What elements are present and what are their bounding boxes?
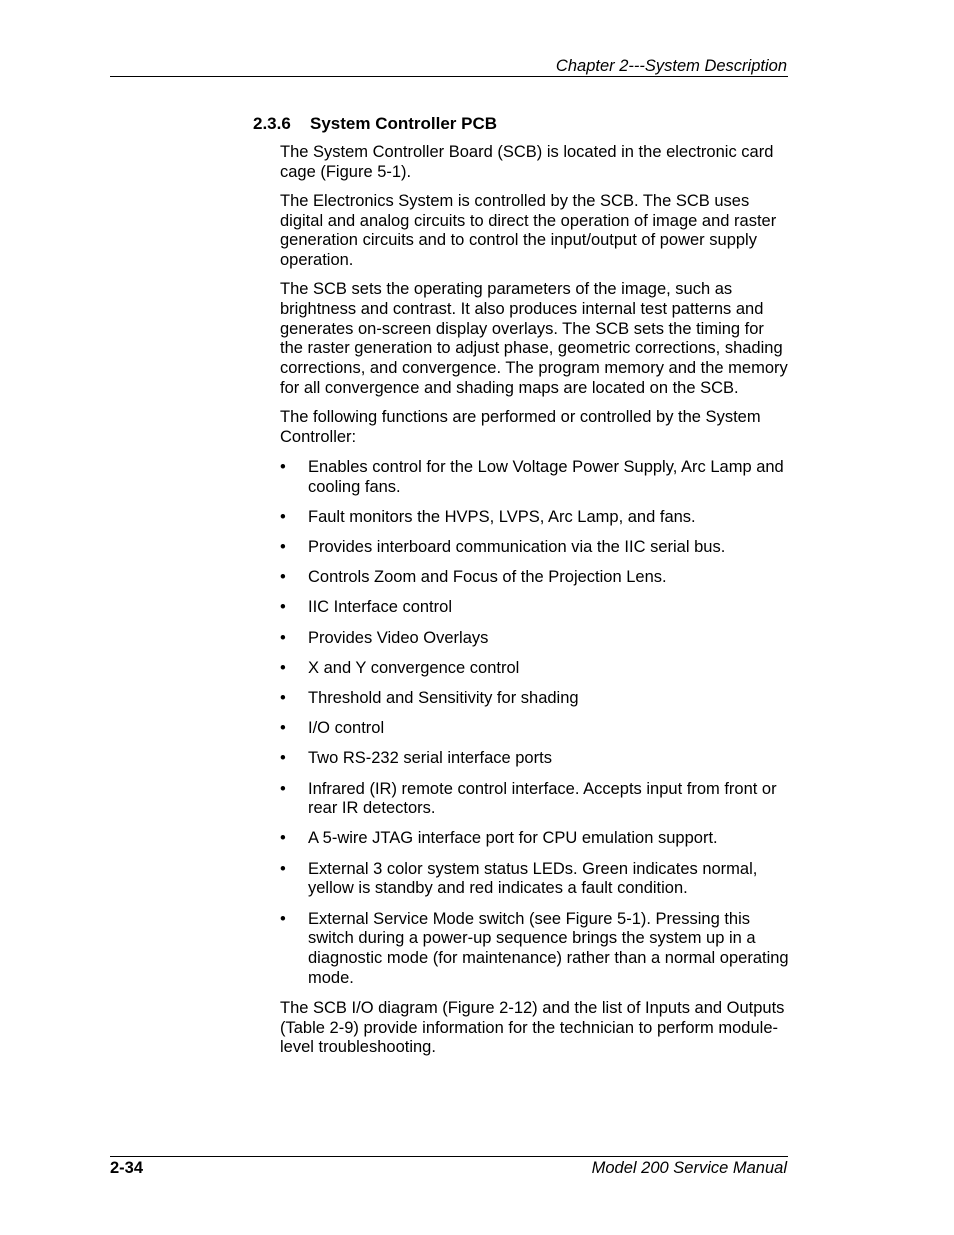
list-item-text: External Service Mode switch (see Figure 5-1). Pressing this switch during a power-up sequence brings the system up in a diagnostic mode (for maintenance) rather than a normal operating mode.: [308, 909, 789, 987]
manual-title: Model 200 Service Manual: [591, 1159, 787, 1177]
bullet-icon: •: [280, 658, 286, 677]
running-header: Chapter 2---System Description: [555, 57, 787, 75]
bullet-icon: •: [280, 507, 286, 526]
paragraph: The System Controller Board (SCB) is located in the electronic card cage (Figure 5-1).: [280, 143, 774, 181]
list-item-text: Two RS-232 serial interface ports: [308, 749, 552, 768]
list-item: [280, 508, 790, 528]
header-rule: [110, 76, 788, 77]
list-item: [280, 829, 790, 849]
list-item-text: Fault monitors the HVPS, LVPS, Arc Lamp, and fans.: [308, 507, 696, 526]
list-item: [280, 458, 790, 497]
list-item: [280, 538, 790, 558]
list-item: [280, 719, 790, 739]
bullet-icon: •: [280, 568, 286, 587]
list-item: [280, 749, 790, 769]
list-item-text: X and Y convergence control: [308, 658, 520, 677]
list-item-text: Provides Video Overlays: [308, 628, 489, 647]
list-item-text: IIC Interface control: [308, 598, 452, 617]
list-item-text: Enables control for the Low Voltage Power Supply, Arc Lamp and cooling fans.: [308, 457, 784, 496]
list-item: [280, 780, 790, 819]
closing-paragraph: The SCB I/O diagram (Figure 2-12) and the list of Inputs and Outputs (Table 2-9) provide information for the technician to perform module-level troubleshooting.: [280, 998, 785, 1057]
list-item: [280, 689, 790, 709]
paragraph: The Electronics System is controlled by the SCB. The SCB uses digital and analog circuits to direct the operation of image and raster generation circuits and to control the input/output of power supply operation.: [280, 191, 777, 270]
list-item-text: A 5-wire JTAG interface port for CPU emulation support.: [308, 829, 718, 848]
list-item-text: Provides interboard communication via the IIC serial bus.: [308, 537, 726, 556]
list-item-text: External 3 color system status LEDs. Green indicates normal, yellow is standby and red indicates a fault condition.: [308, 859, 758, 898]
bullet-icon: •: [280, 537, 286, 556]
bullet-icon: •: [280, 598, 286, 617]
list-item-text: Controls Zoom and Focus of the Projection Lens.: [308, 568, 667, 587]
page-number: 2-34: [110, 1159, 144, 1177]
section-body: [280, 143, 790, 1068]
list-item: [280, 659, 790, 679]
section-title: System Controller PCB: [310, 114, 498, 133]
paragraph: The following functions are performed or controlled by the System Controller:: [280, 407, 761, 446]
list-item: [280, 910, 790, 989]
list-item-text: Threshold and Sensitivity for shading: [308, 688, 579, 707]
bullet-icon: •: [280, 779, 286, 798]
list-item: [280, 629, 790, 649]
list-item-text: I/O control: [308, 719, 385, 738]
list-item: [280, 598, 790, 618]
bullet-icon: •: [280, 859, 286, 878]
function-list: [280, 458, 790, 989]
bullet-icon: •: [280, 688, 286, 707]
bullet-icon: •: [280, 628, 286, 647]
list-item: [280, 568, 790, 588]
bullet-icon: •: [280, 829, 286, 848]
bullet-icon: •: [280, 909, 286, 928]
section-number: 2.3.6: [253, 114, 291, 133]
bullet-icon: •: [280, 719, 286, 738]
bullet-icon: •: [280, 749, 286, 768]
bullet-icon: •: [280, 457, 286, 476]
section-heading: [253, 114, 497, 134]
list-item: [280, 860, 790, 899]
list-item-text: Infrared (IR) remote control interface. Accepts input from front or rear IR detectors.: [308, 779, 777, 818]
paragraph: The SCB sets the operating parameters of the image, such as brightness and contrast. It also produces internal test patterns and generates on-screen display overlays. The SCB sets the timing for the raster generation to adjust phase, geometric corrections, shading corrections, and convergence. The program memory and the memory for all convergence and shading maps are located on the SCB.: [280, 280, 788, 397]
footer-rule: [110, 1156, 788, 1157]
